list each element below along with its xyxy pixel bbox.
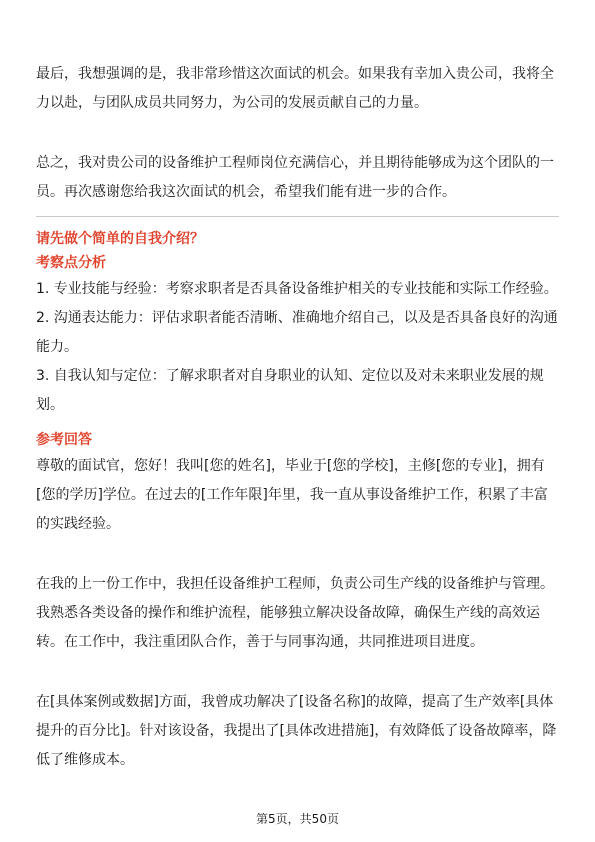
answer-paragraph-2: 在我的上一份工作中，我担任设备维护工程师，负责公司生产线的设备维护与管理。我熟悉各类设备的操作和维护流程，能够独立解决设备故障，确保生产线的高效运转。在工作中，我注重团队合作，善于与同事沟通，共同推进项目进度。 [36,576,554,650]
document-page [36,60,559,775]
paragraph-gap [36,539,559,570]
intro-paragraph-1: 最后，我想强调的是，我非常珍惜这次面试的机会。如果我有幸加入贵公司，我将全力以赴，与团队成员共同努力，为公司的发展贡献自己的力量。 [36,66,554,111]
analysis-item: 2. 沟通表达能力：评估求职者能否清晰、准确地介绍自己，以及是否具备良好的沟通能力。 [36,310,558,355]
section-divider [36,216,559,217]
paragraph-gap [36,118,559,149]
answer-heading: 参考回答 [36,432,92,448]
intro-paragraph-2: 总之，我对贵公司的设备维护工程师岗位充满信心，并且期待能够成为这个团队的一员。再次感谢您给我这次面试的机会，希望我们能有进一步的合作。 [36,155,554,200]
answer-paragraph-3: 在[具体案例或数据]方面，我曾成功解决了[设备名称]的故障，提高了生产效率[具体提升的百分比]。针对该设备，我提出了[具体改进措施]，有效降低了设备故障率，降低了维修成本。 [36,694,557,768]
page-number: 第5页，共50页 [256,812,339,826]
paragraph-gap [36,657,559,688]
analysis-item: 1. 专业技能与经验：考察求职者是否具备设备维护相关的专业技能和实际工作经验。 [36,281,558,297]
analysis-heading: 考察点分析 [36,255,106,271]
question-title: 请先做个简单的自我介绍？ [36,231,204,247]
answer-paragraph-1: 尊敬的面试官，您好！我叫[您的姓名]，毕业于[您的学校]，主修[您的专业]，拥有[您的学历]学位。在过去的[工作年限]年里，我一直从事设备维护工作，积累了丰富的实践经验。 [36,458,548,532]
analysis-item: 3. 自我认知与定位：了解求职者对自身职业的认知、定位以及对未来职业发展的规划。 [36,368,544,413]
